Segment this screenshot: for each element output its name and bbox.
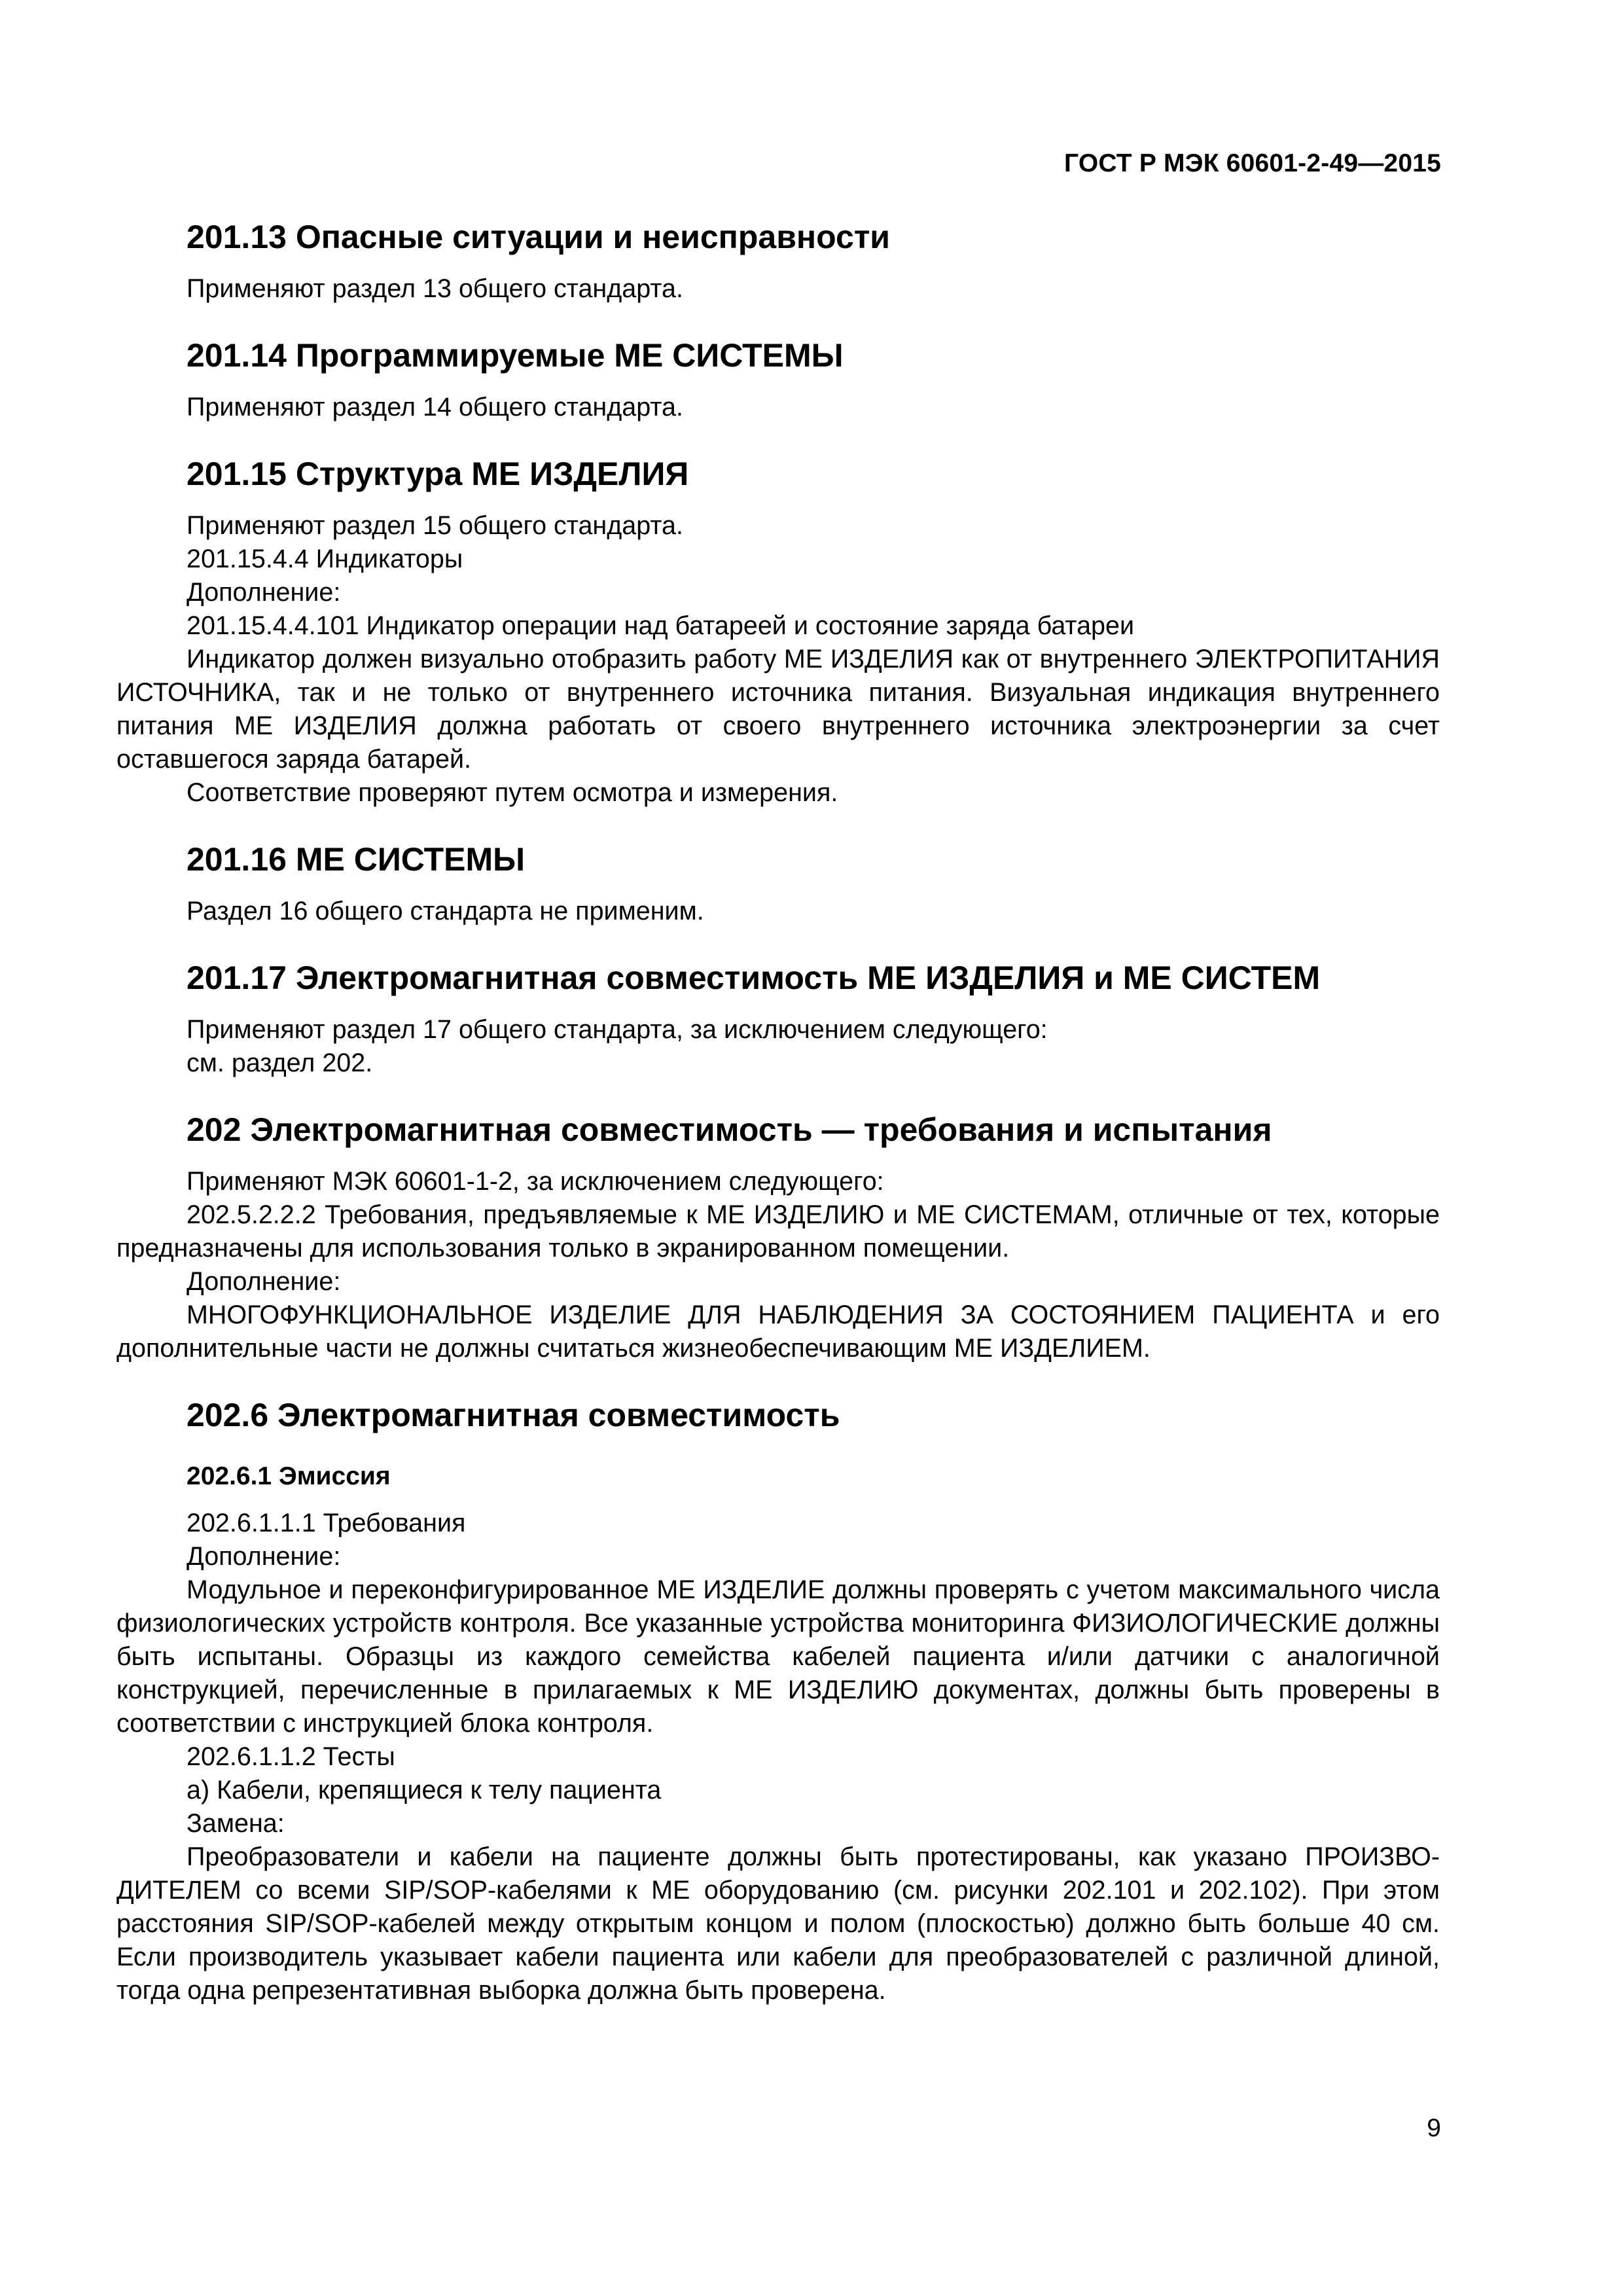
document-header-id: ГОСТ Р МЭК 60601-2-49—2015 [1064, 149, 1441, 177]
paragraph: а) Кабели, крепящиеся к телу пациента [187, 1776, 662, 1804]
paragraph: 201.15.4.4.101 Индикатор операции над батареей и состояние заряда батареи [187, 611, 1135, 640]
paragraph: Преобразователи и кабели на пациенте должны быть протестированы, как указано ПРОИЗВОДИТЕЛЕМ со всеми SIP/SOP-кабелями к МЕ оборудованию (см. рисунки 202.101 и 202.102). При этом расстояния SIP/SOP-кабелей между открытым концом и полом (плоскостью) должно быть больше 40 см. Если производитель указывает кабели пациента или кабели для преобразователей с различной длиной, тогда одна репрезентативная выборка должна быть проверена. [116, 1842, 1440, 2005]
paragraph: Дополнение: [187, 1267, 341, 1296]
paragraph: Индикатор должен визуально отобразить работу МЕ ИЗДЕЛИЯ как от внутреннего ЭЛЕКТРОПИТАНИЯ ИСТОЧНИКА, так и не только от внутреннего источника питания. Визуальная индикация внутреннего питания МЕ ИЗДЕЛИЯ должна работать от своего внутреннего источника электроэнергии за счет оставшегося заряда батарей. [116, 645, 1440, 774]
paragraph: Применяют раздел 13 общего стандарта. [187, 274, 683, 303]
paragraph: МНОГОФУНКЦИОНАЛЬНОЕ ИЗДЕЛИЕ ДЛЯ НАБЛЮДЕНИЯ ЗА СОСТОЯНИЕМ ПАЦИЕНТА и его дополнительные части не должны считаться жизнеобеспечивающим МЕ ИЗДЕЛИЕМ. [116, 1300, 1440, 1363]
paragraph: Применяют раздел 15 общего стандарта. [187, 511, 683, 540]
paragraph: см. раздел 202. [187, 1049, 373, 1077]
paragraph: 201.15.4.4 Индикаторы [187, 545, 463, 573]
section-title-202-6: 202.6 Электромагнитная совместимость [187, 1397, 840, 1433]
section-title-201-14: 201.14 Программируемые МЕ СИСТЕМЫ [187, 337, 844, 374]
section-title-201-16: 201.16 МЕ СИСТЕМЫ [187, 841, 526, 878]
paragraph: Применяют раздел 14 общего стандарта. [187, 393, 683, 422]
paragraph: Дополнение: [187, 1542, 341, 1571]
page-number: 9 [1427, 2114, 1441, 2142]
section-title-201-13: 201.13 Опасные ситуации и неисправности [187, 219, 891, 255]
subsection-title-202-6-1: 202.6.1 Эмиссия [187, 1462, 391, 1490]
paragraph: Соответствие проверяют путем осмотра и измерения. [187, 778, 838, 807]
paragraph: Применяют раздел 17 общего стандарта, за исключением следующего: [187, 1015, 1048, 1044]
paragraph: Модульное и переконфигурированное МЕ ИЗДЕЛИЕ должны проверять с учетом максимального числа физиологических устройств контроля. Все указанные устройства мониторинга ФИЗИОЛОГИЧЕСКИЕ должны быть испытаны. Образцы из каждого семейства кабелей пациента и/или датчики с аналогичной конструкцией, перечисленные в прилагаемых к МЕ ИЗДЕЛИЮ документах, должны быть проверены в соответствии с инструкцией блока контроля. [116, 1575, 1440, 1738]
paragraph: Дополнение: [187, 578, 341, 607]
section-title-201-15: 201.15 Структура МЕ ИЗДЕЛИЯ [187, 456, 689, 492]
paragraph: Применяют МЭК 60601-1-2, за исключением следующего: [187, 1167, 884, 1196]
paragraph: Замена: [187, 1809, 285, 1838]
paragraph: 202.6.1.1.1 Требования [187, 1509, 466, 1537]
paragraph: Раздел 16 общего стандарта не применим. [187, 897, 704, 925]
paragraph: 202.6.1.1.2 Тесты [187, 1742, 395, 1771]
section-title-201-17: 201.17 Электромагнитная совместимость МЕ ИЗДЕЛИЯ и МЕ СИСТЕМ [187, 960, 1321, 996]
paragraph: 202.5.2.2.2 Требования, предъявляемые к МЕ ИЗДЕЛИЮ и МЕ СИСТЕМАМ, отличные от тех, которые предназначены для использования только в экранированном помещении. [116, 1200, 1440, 1263]
section-title-202: 202 Электромагнитная совместимость — требования и испытания [187, 1111, 1272, 1148]
document-body [116, 216, 1440, 2007]
